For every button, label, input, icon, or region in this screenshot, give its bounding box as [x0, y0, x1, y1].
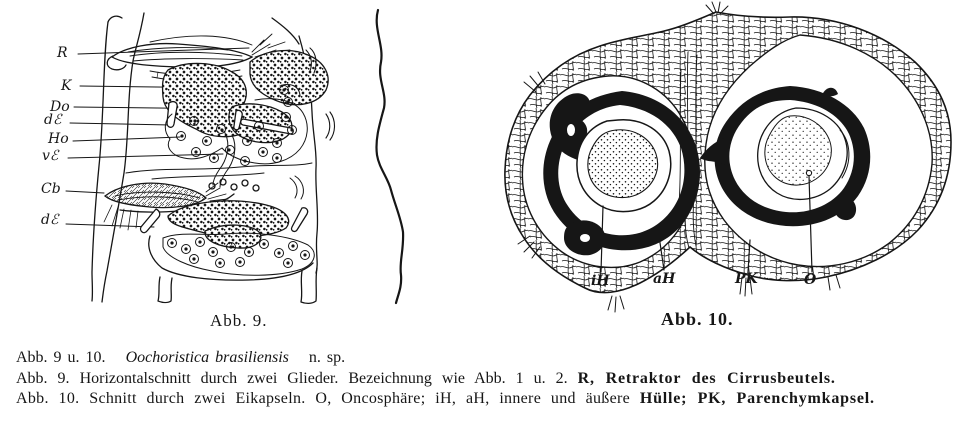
caption1-suffix: n. sp.: [308, 349, 346, 366]
caption-line-1: [16, 348, 954, 368]
label-keimstock: K: [61, 78, 72, 94]
label-dorsal-vessel-bottom: dℰ: [41, 212, 59, 228]
caption-line-3: [16, 389, 954, 409]
label-ventral-vessel: vℰ: [42, 148, 59, 164]
gland-masses-top: [163, 51, 329, 143]
label-dorsal-vessel-top: dℰ: [44, 112, 62, 128]
label-dotterstock: Do: [50, 99, 70, 115]
caption2-ref: Abb. 9.: [16, 370, 70, 387]
caption2-emphasis: R, Retraktor des Cirrusbeutels.: [577, 370, 836, 387]
label-parenchymkapsel: PK: [735, 271, 758, 287]
gland-masses-bottom: [168, 201, 289, 248]
label-cirrusbeutel: Cb: [41, 181, 61, 197]
figure10-drawing: [505, 2, 951, 312]
figure10-caption: Abb. 10.: [661, 309, 734, 329]
label-innere-huelle: iH: [591, 273, 610, 289]
label-retractor: R: [57, 45, 68, 61]
caption3-ref: Abb. 10.: [16, 390, 80, 407]
segment-boundary: [126, 163, 312, 179]
species-name: Oochoristica brasiliensis: [125, 349, 289, 366]
caption-block: [16, 348, 954, 409]
caption3-body: Schnitt durch zwei Eikapseln. O, Oncosphäre; iH, aH, innere und äußere: [89, 390, 631, 407]
figure9-drawing: [66, 10, 403, 303]
label-hoden: Ho: [48, 131, 69, 147]
caption3-emphasis: Hülle; PK, Parenchymkapsel.: [639, 390, 875, 407]
caption1-ref: Abb. 9 u. 10.: [16, 349, 106, 366]
label-aeussere-huelle: aH: [653, 271, 676, 287]
caption2-body: Horizontalschnitt durch zwei Glieder. Bezeichnung wie Abb. 1 u. 2.: [79, 370, 568, 387]
figure9-caption: Abb. 9.: [210, 311, 268, 330]
caption-line-2: [16, 369, 954, 389]
label-oncosphaere: O: [804, 272, 817, 288]
